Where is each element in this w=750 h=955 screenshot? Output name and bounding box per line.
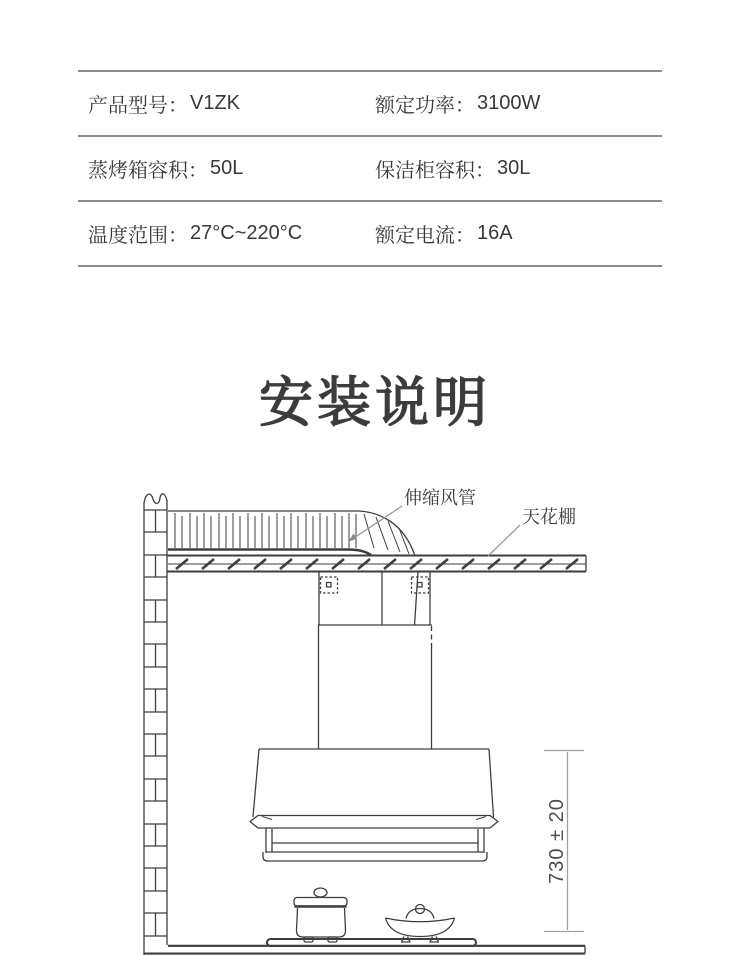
chimney-upper-graphic [318, 572, 432, 625]
spec-label: 额定电流： [375, 225, 475, 247]
ceiling-label: 天花棚 [522, 507, 576, 527]
spec-value: 27°C~220°C [190, 222, 303, 244]
telescopic-duct-graphic [168, 511, 415, 555]
wall-break-icon [144, 494, 167, 504]
wall-graphic [144, 494, 167, 955]
spec-value: 16A [477, 222, 513, 244]
spec-label: 温度范围： [88, 225, 188, 247]
ceiling-graphic [167, 556, 586, 572]
mount-bracket-icon [412, 577, 429, 593]
ceiling-leader-line [488, 525, 520, 556]
wok-icon [386, 905, 455, 943]
diagram-linework [144, 494, 586, 955]
spec-label: 产品型号： [88, 95, 188, 117]
spec-label: 蒸烤箱容积： [88, 160, 208, 182]
pot-icon [294, 888, 347, 942]
spec-label: 额定功率： [375, 95, 475, 117]
hood-panel-graphic [263, 828, 487, 861]
spec-value: 50L [210, 157, 244, 179]
spec-value: 30L [497, 157, 531, 179]
hood-body-graphic [250, 749, 498, 828]
spec-label: 保洁柜容积： [375, 160, 495, 182]
spec-value: V1ZK [190, 92, 241, 114]
chimney-graphic [319, 625, 432, 749]
page-title: 安装说明 [259, 373, 491, 433]
height-dimension-label: 730 ± 20 [546, 798, 568, 884]
spec-value: 3100W [477, 92, 541, 114]
duct-label: 伸缩风管 [404, 488, 476, 508]
mount-bracket-icon [321, 577, 338, 593]
